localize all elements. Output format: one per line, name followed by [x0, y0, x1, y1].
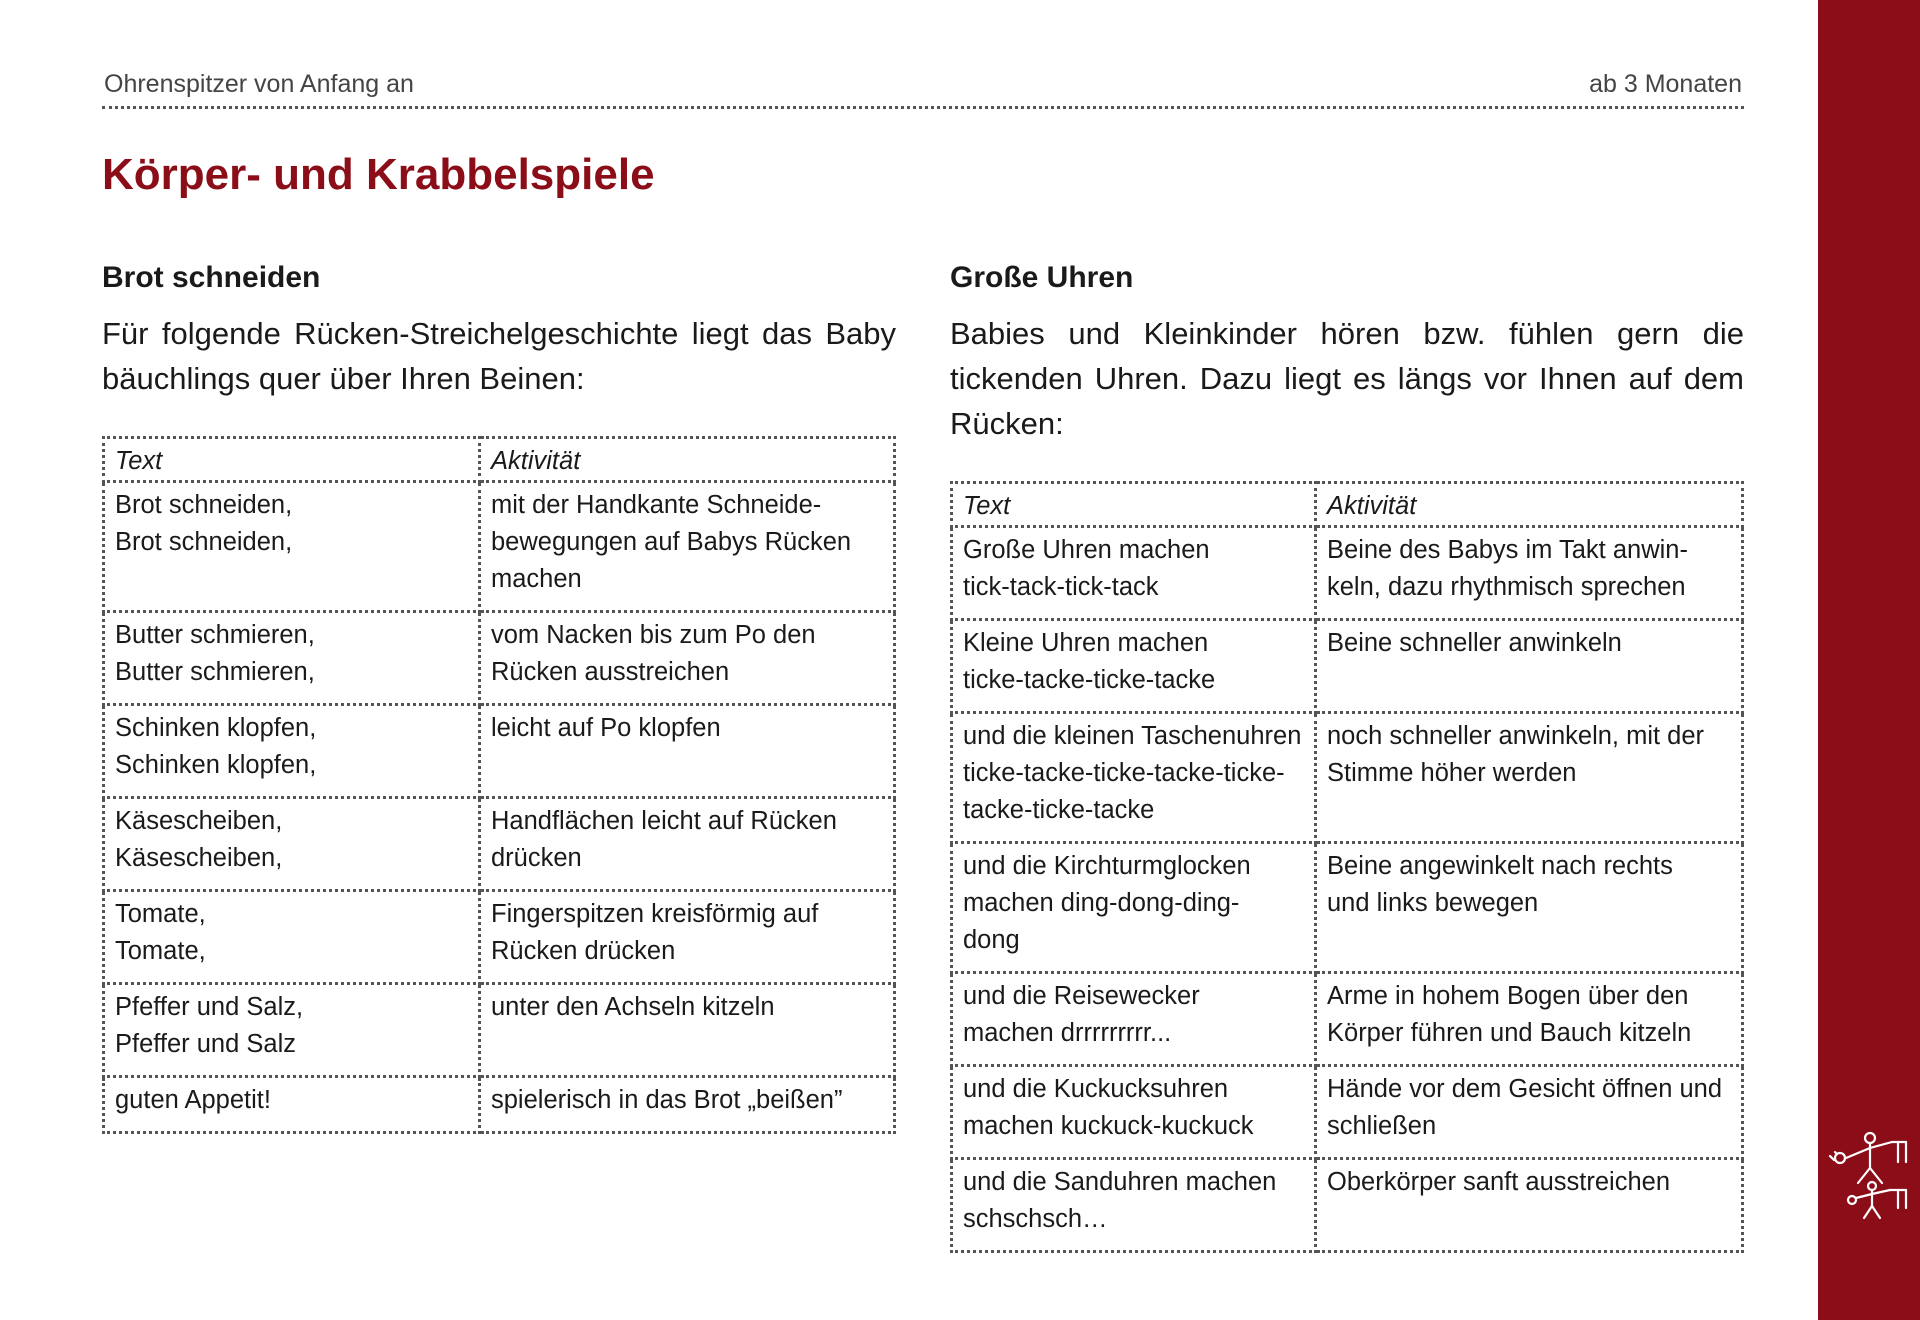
table-row	[952, 620, 1743, 713]
cell-text: und die Kuckucksuhren machen kuckuck-kuckuck	[952, 1066, 1316, 1159]
page-title: Körper- und Krabbelspiele	[102, 150, 655, 199]
cell-text: Kleine Uhren machen ticke-tacke-ticke-tacke	[952, 620, 1316, 713]
cell-text: und die Kirchturmglocken machen ding-dong-ding- dong	[952, 843, 1316, 973]
page-header	[102, 62, 1744, 109]
table-header-row	[952, 483, 1743, 527]
table-header-row	[104, 438, 895, 482]
table-row	[104, 891, 895, 984]
game-table	[950, 481, 1744, 1253]
section-title: Große Uhren	[950, 261, 1134, 294]
column-header-text: Text	[104, 438, 480, 482]
cell-activity: Beine angewinkelt nach rechts und links bewegen	[1316, 843, 1743, 973]
cell-text: Butter schmieren, Butter schmieren,	[104, 612, 480, 705]
cell-activity: Beine schneller anwinkeln	[1316, 620, 1743, 713]
cell-text: und die Reisewecker machen drrrrrrrrr...	[952, 973, 1316, 1066]
cell-activity: Arme in hohem Bogen über den Körper führen und Bauch kitzeln	[1316, 973, 1743, 1066]
table-row	[952, 973, 1743, 1066]
cell-text: Große Uhren machen tick-tack-tick-tack	[952, 527, 1316, 620]
cell-text: Brot schneiden, Brot schneiden,	[104, 482, 480, 612]
table-row	[104, 482, 895, 612]
cell-activity: Hände vor dem Gesicht öffnen und schließen	[1316, 1066, 1743, 1159]
side-color-bar	[1818, 0, 1920, 1320]
game-table	[102, 436, 896, 1134]
table-row	[952, 1159, 1743, 1252]
table-row	[952, 713, 1743, 843]
table-row	[952, 843, 1743, 973]
cell-text: Käsescheiben, Käsescheiben,	[104, 798, 480, 891]
table-row	[104, 612, 895, 705]
section-brot-schneiden	[102, 255, 896, 1134]
cell-text: und die kleinen Taschenuhren ticke-tacke-ticke-tacke-ticke- tacke-ticke-tacke	[952, 713, 1316, 843]
table-row	[952, 1066, 1743, 1159]
section-grosse-uhren	[950, 255, 1744, 1253]
cell-text: Schinken klopfen, Schinken klopfen,	[104, 705, 480, 798]
cell-activity: Oberkörper sanft ausstreichen	[1316, 1159, 1743, 1252]
cell-activity: unter den Achseln kitzeln	[480, 984, 895, 1077]
cell-text: Tomate, Tomate,	[104, 891, 480, 984]
section-intro: Babies und Kleinkinder hören bzw. fühlen gern die tickenden Uhren. Dazu liegt es längs vor Ihnen auf dem Rücken:	[950, 316, 1744, 441]
cell-activity: noch schneller anwinkeln, mit der Stimme höher werden	[1316, 713, 1743, 843]
cell-activity: leicht auf Po klopfen	[480, 705, 895, 798]
cell-activity: Fingerspitzen kreisförmig auf Rücken drücken	[480, 891, 895, 984]
cell-activity: vom Nacken bis zum Po den Rücken ausstreichen	[480, 612, 895, 705]
section-intro: Für folgende Rücken-Streichelgeschichte liegt das Baby bäuchlings quer über Ihren Beinen:	[102, 316, 896, 396]
column-header-activity: Aktivität	[480, 438, 895, 482]
cell-text: und die Sanduhren machen schschsch…	[952, 1159, 1316, 1252]
cell-activity: Handflächen leicht auf Rücken drücken	[480, 798, 895, 891]
header-age-label: ab 3 Monaten	[1589, 70, 1742, 98]
cell-text: guten Appetit!	[104, 1077, 480, 1133]
cell-text: Pfeffer und Salz, Pfeffer und Salz	[104, 984, 480, 1077]
cell-activity: mit der Handkante Schneide- bewegungen auf Babys Rücken machen	[480, 482, 895, 612]
section-title: Brot schneiden	[102, 261, 321, 294]
column-header-activity: Aktivität	[1316, 483, 1743, 527]
column-header-text: Text	[952, 483, 1316, 527]
table-row	[104, 984, 895, 1077]
table-row	[104, 798, 895, 891]
table-row	[104, 705, 895, 798]
cell-activity: Beine des Babys im Takt anwin- keln, dazu rhythmisch sprechen	[1316, 527, 1743, 620]
cell-activity: spielerisch in das Brot „beißen”	[480, 1077, 895, 1133]
table-row	[952, 527, 1743, 620]
family-figures-icon	[1826, 1128, 1912, 1220]
header-series-title: Ohrenspitzer von Anfang an	[104, 70, 414, 98]
table-row	[104, 1077, 895, 1133]
